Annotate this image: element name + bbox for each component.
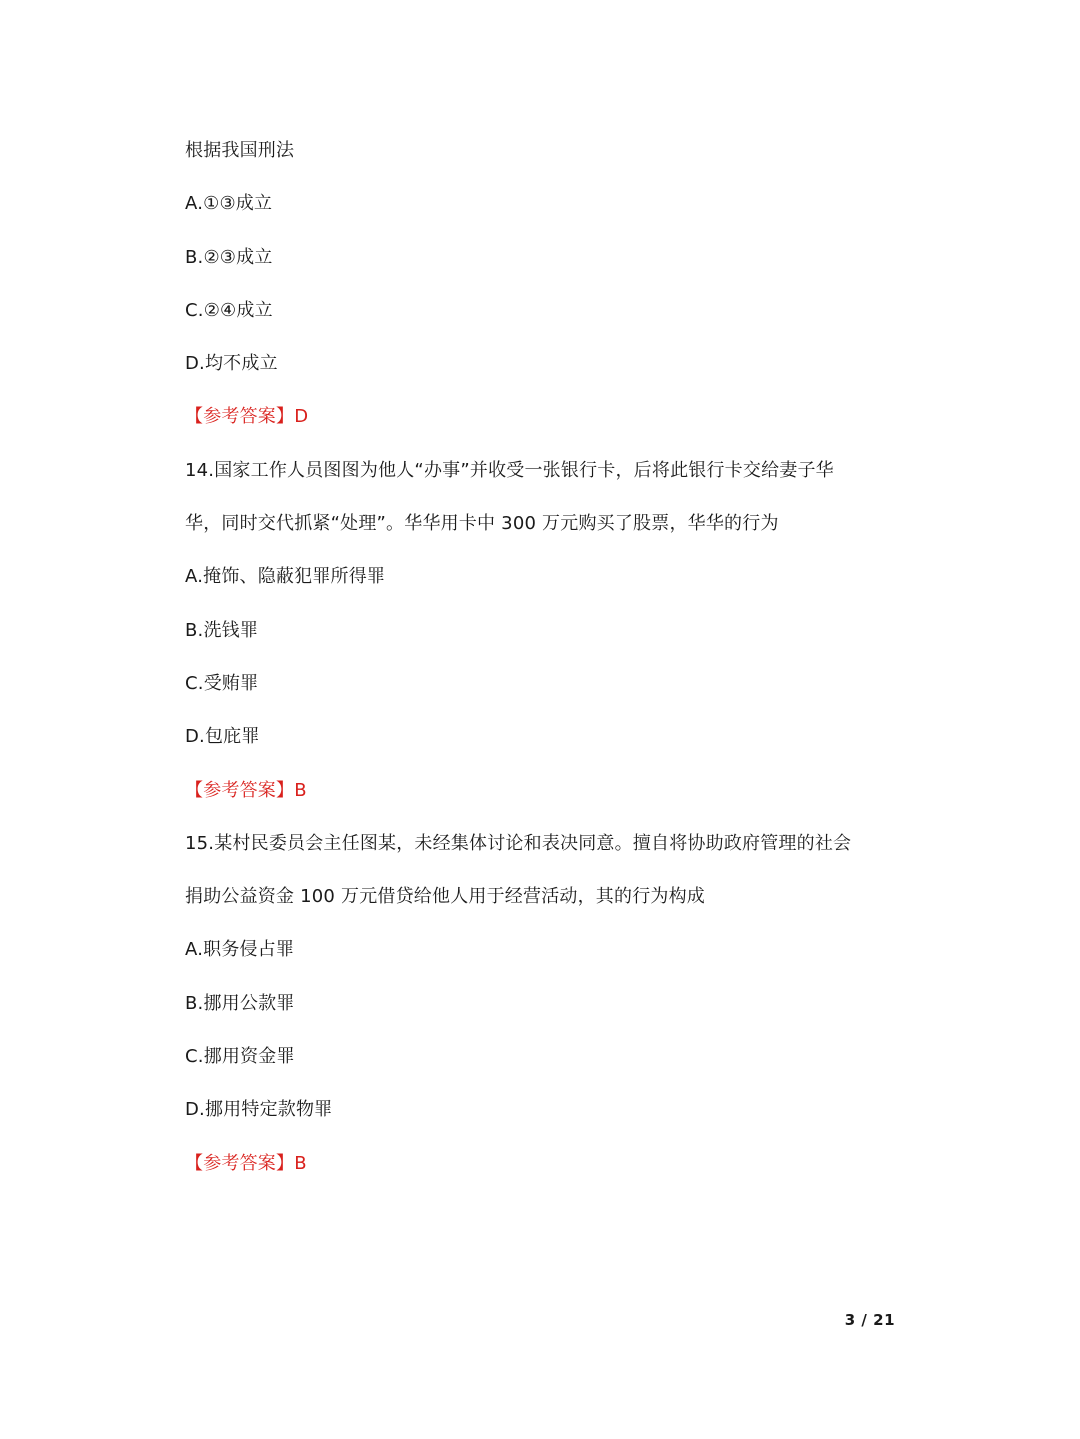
question-14-option-d: D.包庇罪 [185, 726, 260, 748]
option-b: B.②③成立 [185, 246, 273, 268]
question-15-line-1: 15.某村民委员会主任图某，未经集体讨论和表决同意。擅自将协助政府管理的社会 [185, 832, 852, 854]
question-15-option-d: D.挪用特定款物罪 [185, 1099, 333, 1121]
question-14-line-2: 华，同时交代抓紧“处理”。华华用卡中 300 万元购买了股票，华华的行为 [185, 513, 779, 535]
question-15-answer: 【参考答案】B [185, 1152, 307, 1174]
question-14-option-b: B.洗钱罪 [185, 619, 259, 641]
question-14-option-c: C.受贿罪 [185, 672, 259, 694]
reference-answer: 【参考答案】D [185, 406, 309, 428]
question-15-line-2: 捐助公益资金 100 万元借贷给他人用于经营活动，其的行为构成 [185, 886, 705, 908]
option-d: D.均不成立 [185, 353, 278, 375]
option-c: C.②④成立 [185, 299, 273, 321]
question-15-option-a: A.职务侵占罪 [185, 939, 295, 961]
question-stem-end: 根据我国刑法 [185, 140, 295, 161]
question-14-line-1: 14.国家工作人员图图为他人“办事”并收受一张银行卡，后将此银行卡交给妻子华 [185, 459, 834, 481]
question-14-answer: 【参考答案】B [185, 779, 307, 801]
question-15-option-b: B.挪用公款罪 [185, 992, 295, 1014]
question-15-option-c: C.挪用资金罪 [185, 1046, 295, 1068]
question-14-option-a: A.掩饰、隐蔽犯罪所得罪 [185, 566, 386, 588]
page-number: 3 / 21 [844, 1311, 895, 1329]
document-body [185, 132, 900, 1198]
option-a: A.①③成立 [185, 193, 273, 215]
